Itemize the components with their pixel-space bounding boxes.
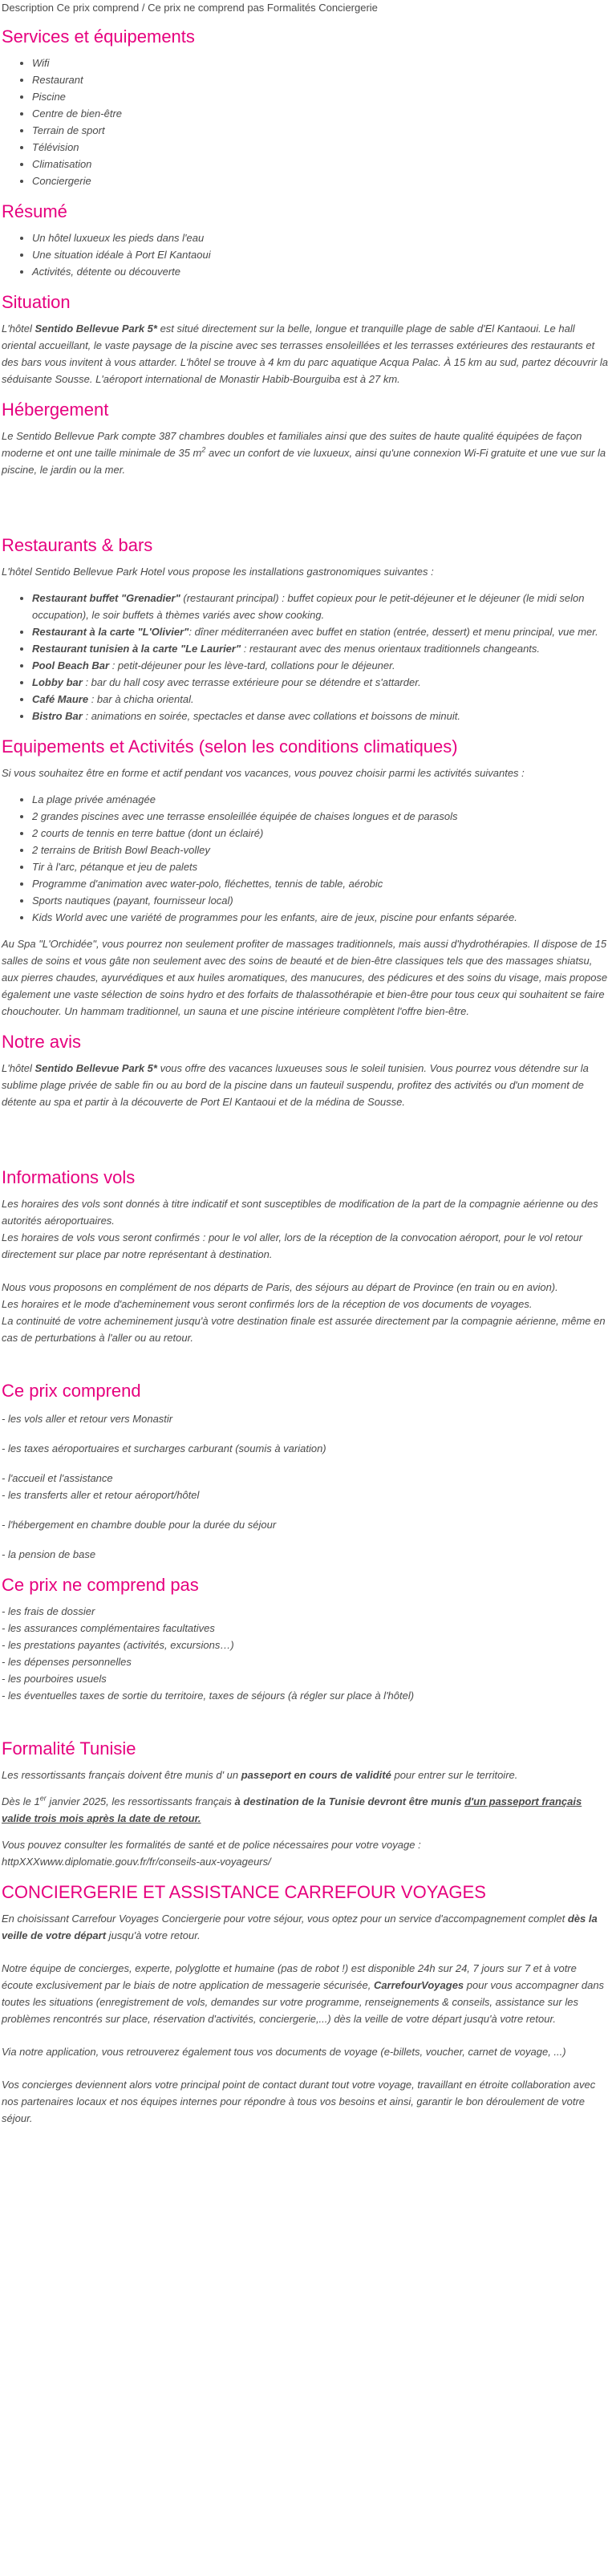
conciergerie-text-4: Vos concierges deviennent alors votre principal point de contact durant tout votre voyage, travaillant en étroite collaboration avec nos partenaires locaux et nos équipes internes pour répondre à tous vos besoins et ainsi, garantir le bon déroulement de votre séjour. [2,2079,596,2124]
comprend-item: - l'hébergement en chambre double pour la durée du séjour [2,1519,277,1531]
formalite-section [2,1738,608,1870]
conciergerie-text-3: Via notre application, vous retrouverez également tous vos documents de voyage (e-billets, voucher, carnet de voyage, ...) [2,2046,566,2058]
formalite-text-3: Vous pouvez consulter les formalités de santé et de police nécessaires pour votre voyage : [2,1839,421,1851]
list-item: • Activités, détente ou découverte [32,263,608,280]
list-item: • Télévision [32,139,608,156]
avis-text: L'hôtel Sentido Bellevue Park 5* vous offre des vacances luxueuses sous le soleil tunisien. Vous pourrez vous détendre sur la sublime plage privée de sable fin ou au bord de la piscine dans un fauteuil suspendu, profitez des activités ou d'un moment de détente au spa et partir à la découverte de Port El Kantaoui et de la médina de Sousse. [2,1062,589,1108]
avis-title: Notre avis [2,1032,82,1052]
comprend-item: - les taxes aéroportuaires et surcharges carburant (soumis à variation) [2,1442,326,1454]
list-item: • Programme d'animation avec water-polo, fléchettes, tennis de table, aérobic [32,875,608,892]
comprend-item: - la pension de base [2,1548,96,1560]
situation-section [2,291,608,387]
restaurants-section [2,534,608,724]
ne-comprend-item: - les frais de dossier [2,1605,95,1617]
ne-comprend-item: - les dépenses personnelles [2,1656,132,1668]
services-title: Services et équipements [2,26,195,47]
vols-text-5: La continuité de votre acheminement jusqu'à votre destination finale est assurée directement par la compagnie aérienne, même en cas de perturbations à l'aller ou au retour. [2,1315,606,1344]
restaurants-title: Restaurants & bars [2,535,153,555]
restaurants-intro: L'hôtel Sentido Bellevue Park Hotel vous propose les installations gastronomiques suivantes : [2,566,434,578]
comprend-title: Ce prix comprend [2,1381,141,1401]
resume-section [2,201,608,280]
ne-comprend-section [2,1574,608,1704]
hebergement-section [2,399,608,478]
spa-text: Au Spa "L'Orchidée", vous pourrez non seulement profiter de massages traditionnels, mais aussi d'hydrothérapies. Il dispose de 15 salles de soins et vous gâte non seulement avec des soins de beauté et de bien-être classiques tels que des massages shiatsu, aux pierres chaudes, ayurvédiques et aux huiles aromatiques, des manucures, des pédicures et des soins du visage, mais propose également une vaste sélection de soins hydro et des forfaits de thalassothérapie et bien-être pour tous ceux qui souhaitent se faire chouchouter. Un hammam traditionnel, un sauna et une piscine intérieure complètent l'offre bien-être. [2,938,608,1017]
list-item: • Wifi [32,55,608,71]
services-section [2,26,608,189]
resume-title: Résumé [2,201,67,221]
vols-text-1: Les horaires des vols sont donnés à titre indicatif et sont susceptibles de modification de la part de la compagnie aérienne ou des autorités aéroportuaires. [2,1198,598,1227]
breadcrumb: Description Ce prix comprend / Ce prix ne comprend pas Formalités Conciergerie [2,2,378,14]
conciergerie-title: CONCIERGERIE ET ASSISTANCE CARREFOUR VOYAGES [2,1882,486,1902]
list-item: • 2 terrains de British Bowl Beach-volley [32,842,608,858]
situation-text: L'hôtel Sentido Bellevue Park 5* est situé directement sur la belle, longue et tranquille plage de sable d'El Kantaoui. Le hall oriental accueillant, le vaste paysage de la piscine avec ses terrasses ensoleillées et les terrasses extérieures des restaurants et des bars vous invitent à vous attarder. L'hôtel se trouve à 4 km du parc aquatique Acqua Palac. À 15 km au sud, partez découvrir la séduisante Sousse. L'aéroport international de Monastir Habib-Bourguiba est à 27 km. [2,323,608,385]
list-item: • Restaurant tunisien à la carte "Le Laurier" : restaurant avec des menus orientaux traditionnels changeants. [32,640,608,657]
comprend-item: - les transferts aller et retour aéroport/hôtel [2,1489,200,1501]
list-item: • Une situation idéale à Port El Kantaoui [32,246,608,263]
ne-comprend-item: - les éventuelles taxes de sortie du territoire, taxes de séjours (à régler sur place à l'hôtel) [2,1690,415,1702]
hebergement-text: Le Sentido Bellevue Park compte 387 chambres doubles et familiales ainsi que des suites de haute qualité équipées de façon moderne et ont une taille minimale de 35 $m^2$ avec un confort de vie luxueux, ainsi qu'une connexion Wi-Fi gratuite et une vue sur la piscine, le jardin ou la mer. [2,430,606,476]
list-item: • Pool Beach Bar : petit-déjeuner pour les lève-tard, collations pour le déjeuner. [32,657,608,674]
list-item: • Bistro Bar : animations en soirée, spectacles et danse avec collations et boissons de minuit. [32,708,608,724]
formalite-link[interactable]: httpXXXwww.diplomatie.gouv.fr/fr/conseils-aux-voyageurs/ [2,1856,271,1868]
list-item: • Terrain de sport [32,122,608,139]
hebergement-title: Hébergement [2,400,109,420]
list-item: • Café Maure : bar à chicha oriental. [32,691,608,708]
list-item: • La plage privée aménagée [32,791,608,808]
equipements-list [2,791,608,926]
situation-title: Situation [2,292,71,312]
ne-comprend-title: Ce prix ne comprend pas [2,1575,199,1595]
list-item: • Centre de bien-être [32,105,608,122]
ne-comprend-item: - les prestations payantes (activités, excursions…) [2,1639,234,1651]
services-list [2,55,608,189]
list-item: • 2 grandes piscines avec une terrasse ensoleillée équipée de chaises longues et de parasols [32,808,608,825]
conciergerie-text-2: Notre équipe de concierges, experte, polyglotte et humaine (pas de robot !) est disponible 24h sur 24, 7 jours sur 7 et à votre écoute exclusivement par le biais de notre application de messagerie sécurisée, CarrefourVoyages pour vous accompagner dans toutes les situations (enregistrement de vols, demandes sur votre programme, renseignements & conseils, assistance sur les problèmes rencontrés sur place, réservation d'activités, conciergerie,...) dès la veille de votre départ jusqu'à votre retour. [2,1962,605,2025]
conciergerie-section [2,1881,608,2127]
list-item: • 2 courts de tennis en terre battue (dont un éclairé) [32,825,608,842]
list-item: • Un hôtel luxueux les pieds dans l'eau [32,229,608,246]
conciergerie-text-1: En choisissant Carrefour Voyages Conciergerie pour votre séjour, vous optez pour un service d'accompagnement complet dès la veille de votre départ jusqu'à votre retour. [2,1913,598,1941]
formalite-title: Formalité Tunisie [2,1738,136,1759]
list-item: • Tir à l'arc, pétanque et jeu de palets [32,858,608,875]
avis-section [2,1031,608,1110]
equipements-title: Equipements et Activités (selon les conditions climatiques) [2,736,458,757]
comprend-section [2,1380,608,1563]
list-item: • Restaurant à la carte "L'Olivier": dîner méditerranéen avec buffet en station (entrée, dessert) et menu principal, vue mer. [32,623,608,640]
vols-section [2,1166,608,1346]
list-item: • Piscine [32,88,608,105]
list-item: • Climatisation [32,156,608,172]
equipements-intro: Si vous souhaitez être en forme et actif pendant vos vacances, vous pouvez choisir parmi les activités suivantes : [2,767,525,779]
vols-text-3: Nous vous proposons en complément de nos départs de Paris, des séjours au départ de Province (en train ou en avion). [2,1281,558,1293]
vols-text-4: Les horaires et le mode d'acheminement vous seront confirmés lors de la réception de vos documents de voyages. [2,1298,533,1310]
list-item: • Conciergerie [32,172,608,189]
resume-list [2,229,608,280]
list-item: • Lobby bar : bar du hall cosy avec terrasse extérieure pour se détendre et s'attarder. [32,674,608,691]
formalite-text-1: Les ressortissants français doivent être munis d' un passeport en cours de validité pour entrer sur le territoire. [2,1769,518,1781]
list-item: • Restaurant buffet "Grenadier" (restaurant principal) : buffet copieux pour le petit-déjeuner et le déjeuner (le midi selon occupation), le soir buffets à thèmes variés avec show cooking. [32,590,608,623]
list-item: • Sports nautiques (payant, fournisseur local) [32,892,608,909]
vols-text-2: Les horaires de vols vous seront confirmés : pour le vol aller, lors de la réception de la convocation aéroport, pour le vol retour directement sur place par notre représentant à destination. [2,1231,583,1260]
formalite-text-2: Dès le 1er janvier 2025, les ressortissants français à destination de la Tunisie devront être munis d'un passeport français valide trois mois après la date de retour. [2,1794,582,1824]
list-item: • Kids World avec une variété de programmes pour les enfants, aire de jeux, piscine pour enfants séparée. [32,909,608,926]
comprend-item: - l'accueil et l'assistance [2,1472,113,1484]
restaurants-list [2,590,608,724]
equipements-section [2,736,608,1020]
list-item: • Restaurant [32,71,608,88]
vols-title: Informations vols [2,1167,136,1187]
ne-comprend-item: - les assurances complémentaires facultatives [2,1622,215,1634]
ne-comprend-item: - les pourboires usuels [2,1673,107,1685]
comprend-item: - les vols aller et retour vers Monastir [2,1413,173,1425]
